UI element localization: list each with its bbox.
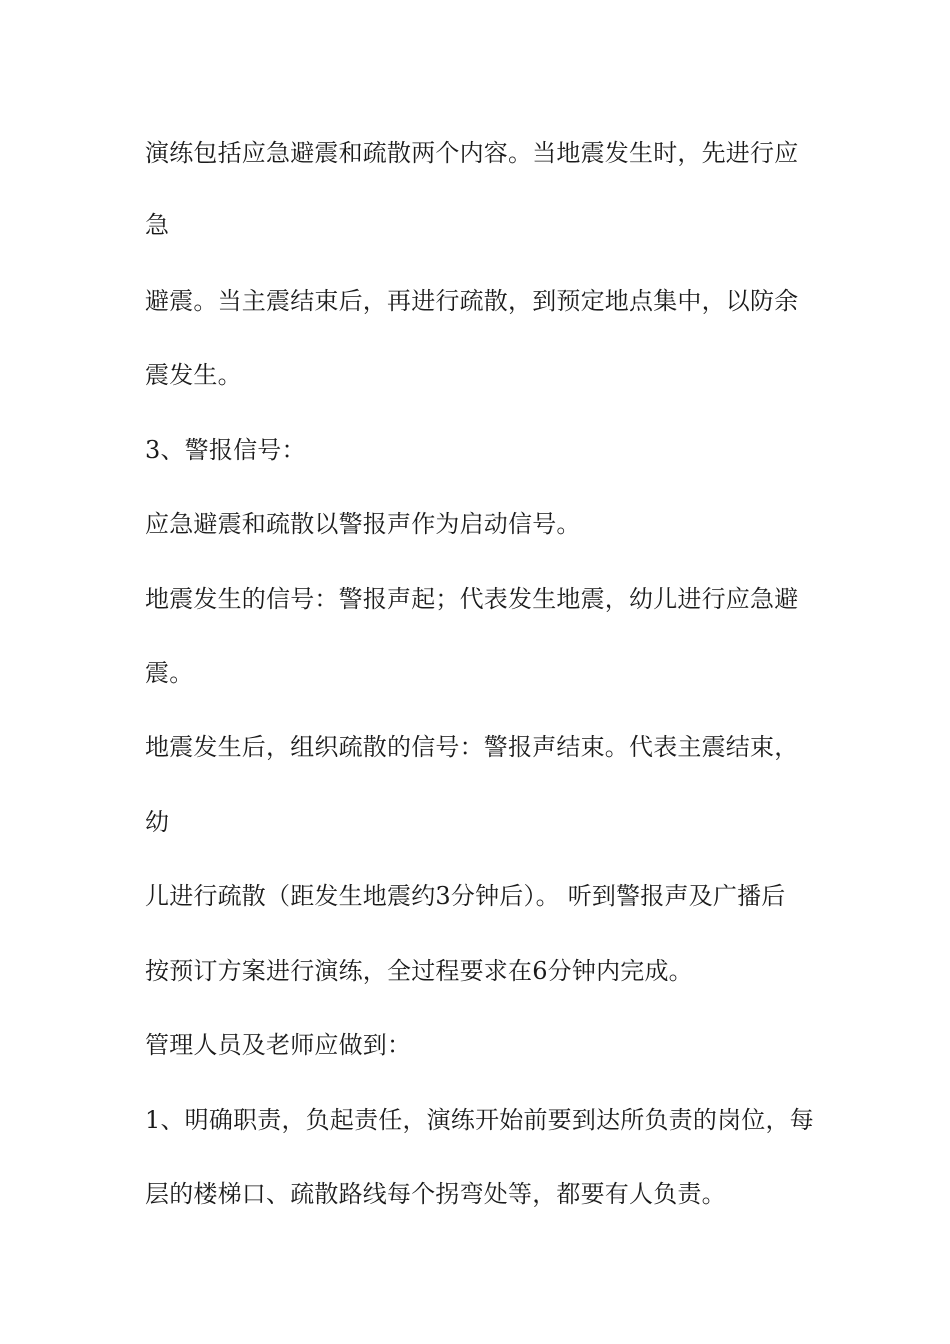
text-line: 管理人员及老师应做到： bbox=[145, 1031, 412, 1059]
text-line: 震。 bbox=[145, 659, 194, 687]
text-line: 避震。当主震结束后，再进行疏散，到预定地点集中，以防余 bbox=[145, 287, 799, 315]
text-line: 演练包括应急避震和疏散两个内容。当地震发生时，先进行应 bbox=[145, 139, 799, 167]
text-line: 按预订方案进行演练，全过程要求在6分钟内完成。 bbox=[145, 957, 693, 985]
text-line: 儿进行疏散（距发生地震约3分钟后）。 听到警报声及广播后 bbox=[145, 882, 786, 910]
text-line: 地震发生的信号：警报声起；代表发生地震，幼儿进行应急避 bbox=[145, 585, 799, 613]
text-line: 幼 bbox=[145, 808, 170, 836]
text-line: 应急避震和疏散以警报声作为启动信号。 bbox=[145, 510, 581, 538]
text-line: 1、明确职责，负起责任，演练开始前要到达所负责的岗位，每 bbox=[145, 1106, 814, 1134]
text-line: 地震发生后，组织疏散的信号：警报声结束。代表主震结束， bbox=[145, 733, 799, 761]
text-line: 急 bbox=[145, 211, 170, 239]
text-line: 震发生。 bbox=[145, 361, 242, 389]
text-line: 层的楼梯口、疏散路线每个拐弯处等，都要有人负责。 bbox=[145, 1180, 726, 1208]
section-heading: 3、警报信号： bbox=[145, 436, 306, 464]
